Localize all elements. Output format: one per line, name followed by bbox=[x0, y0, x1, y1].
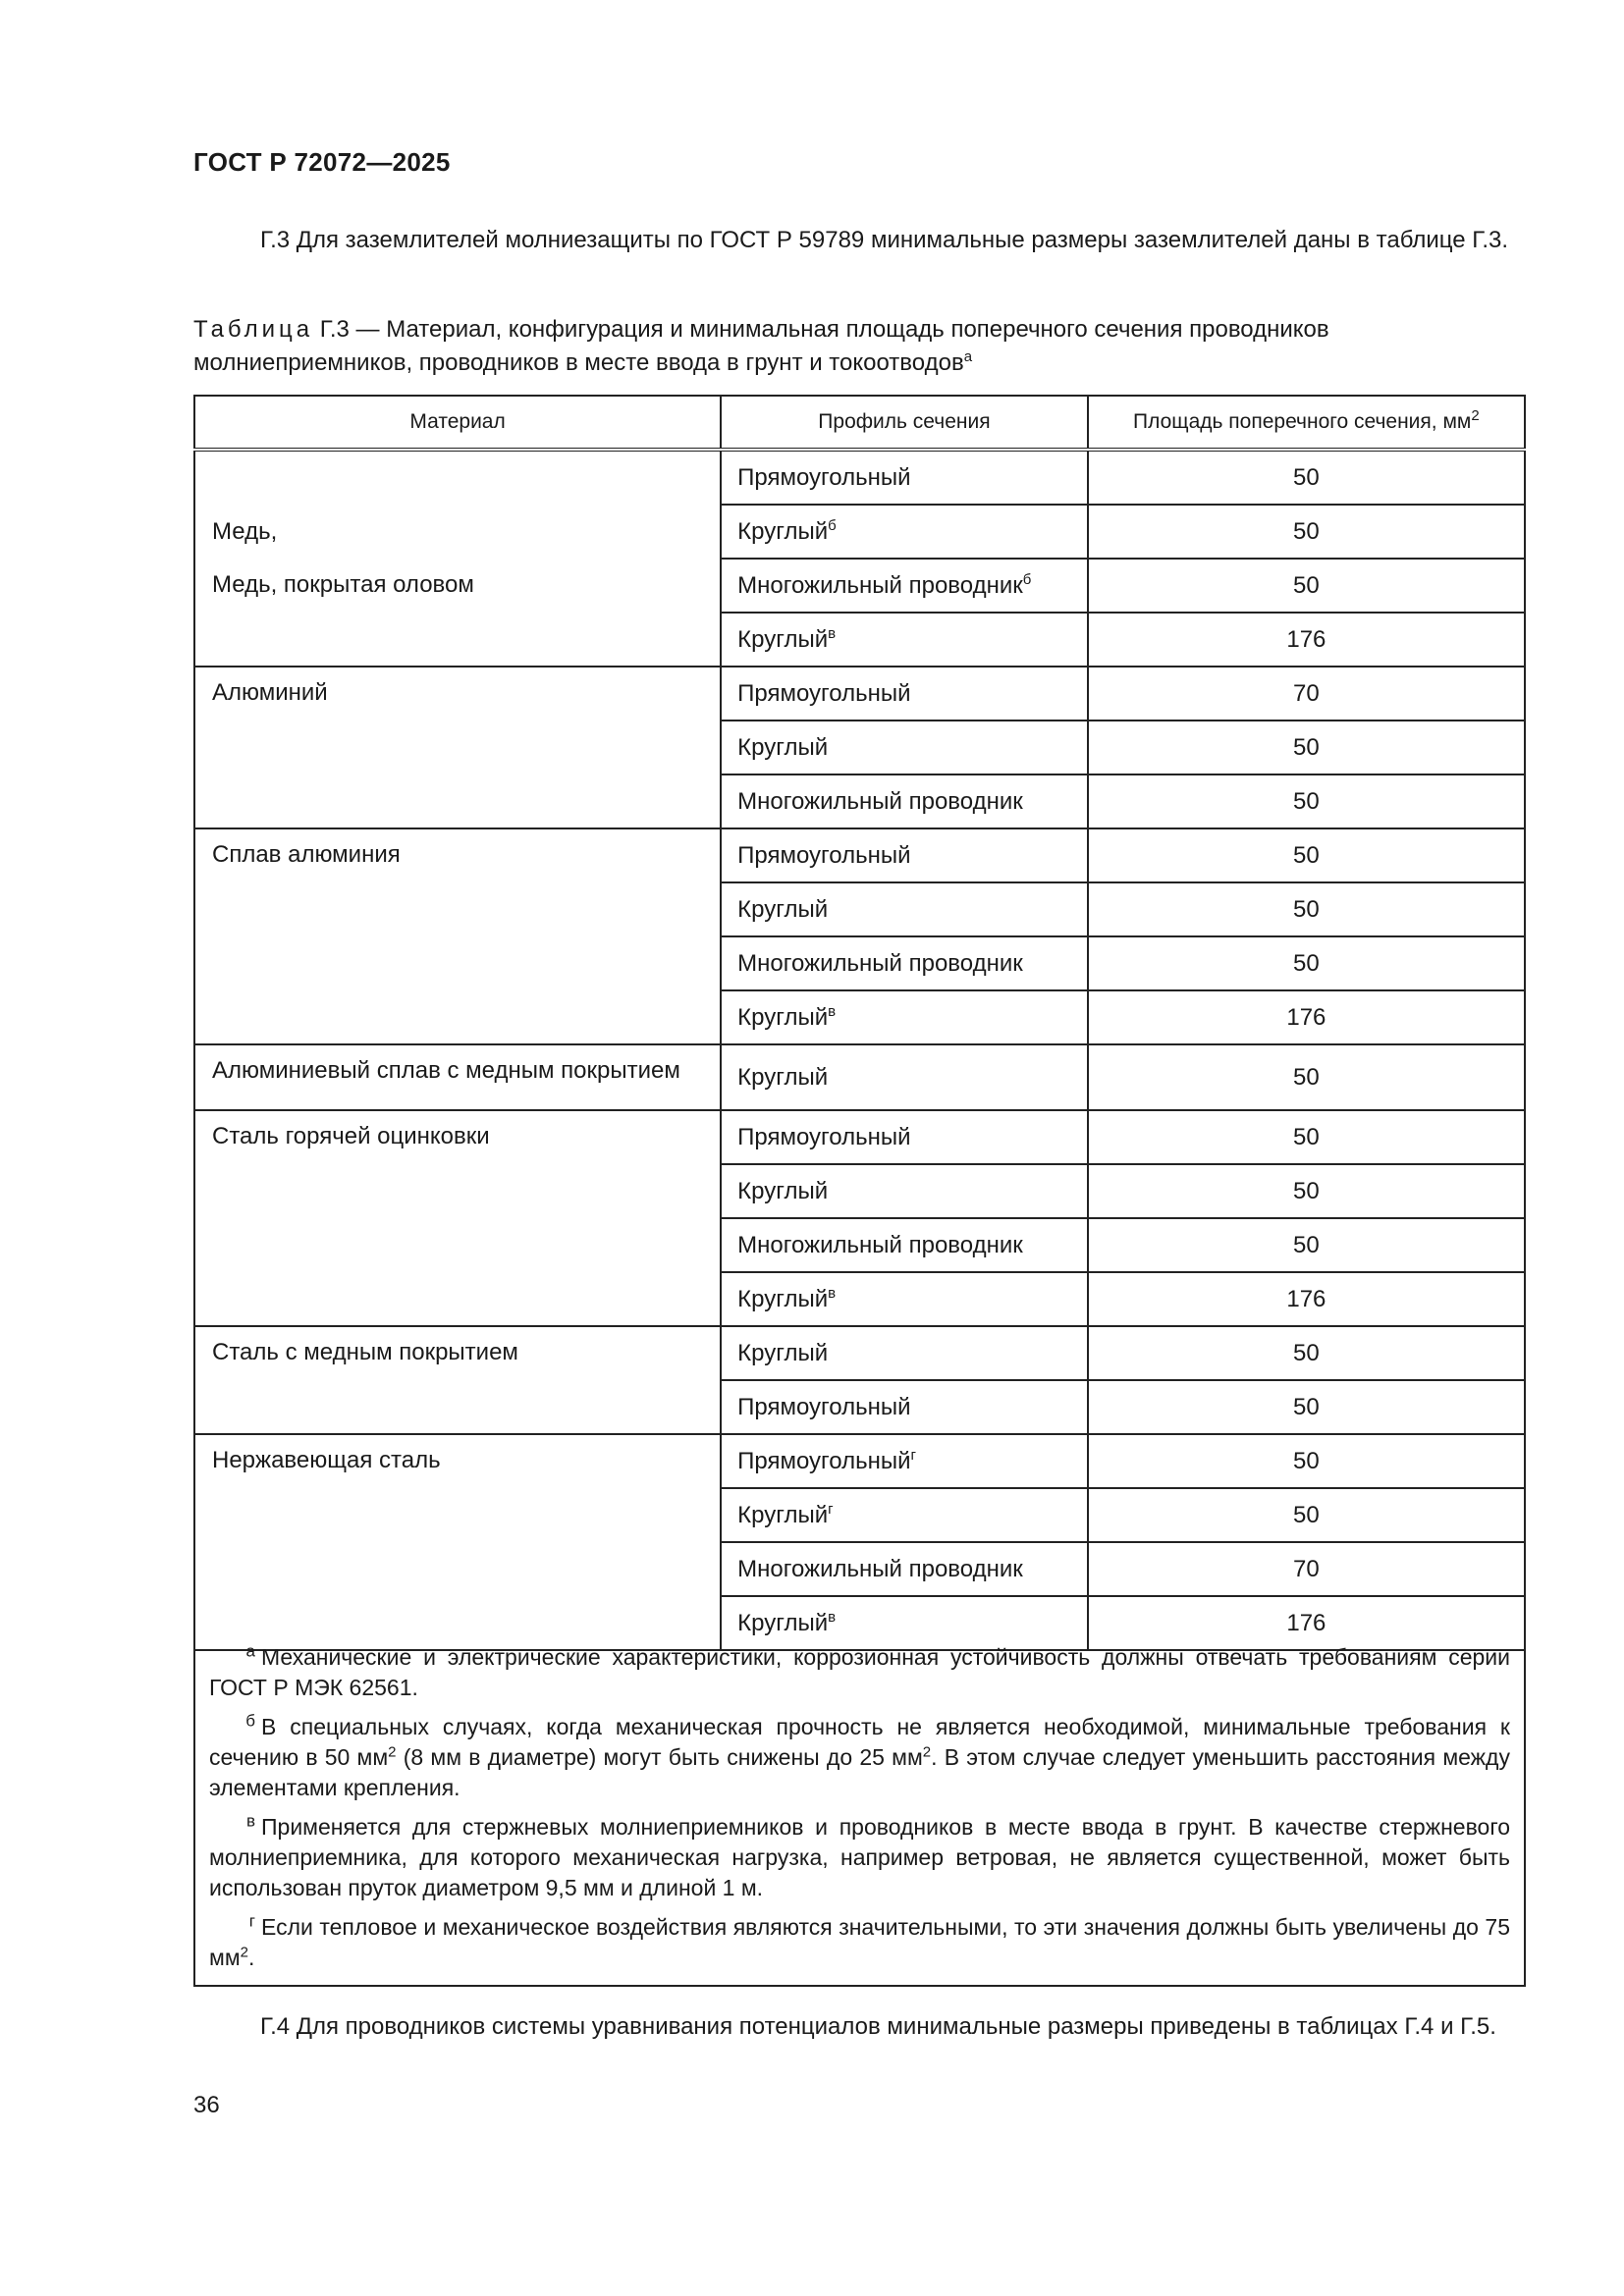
table-row bbox=[194, 1434, 1525, 1488]
material-cell bbox=[194, 667, 721, 828]
area-cell: 50 bbox=[1088, 721, 1525, 774]
area-cell: 50 bbox=[1088, 1488, 1525, 1542]
profile-cell bbox=[721, 1164, 1088, 1218]
paragraph-g4 bbox=[193, 2010, 1523, 2044]
material-name: Медь, покрытая оловом bbox=[212, 571, 474, 598]
material-name: Медь, bbox=[212, 518, 278, 545]
footnote-marker bbox=[209, 1712, 261, 1742]
footnote-text: . bbox=[247, 1945, 255, 1970]
table-row bbox=[194, 667, 1525, 721]
profile-name: Многожильный проводник bbox=[737, 571, 1023, 599]
table-caption-text: Г.3 — Материал, конфигурация и минимальная площадь поперечного сечения проводников молниеприемников, проводников в месте ввода в грунт и токоотводов bbox=[193, 316, 1329, 376]
footnote bbox=[209, 1642, 1510, 1703]
profile-name: Круглый bbox=[737, 517, 829, 545]
table-row bbox=[194, 1044, 1525, 1110]
area-cell: 50 bbox=[1088, 1218, 1525, 1272]
profile-name: Многожильный проводник bbox=[737, 787, 1023, 815]
profile-cell bbox=[721, 1044, 1088, 1110]
profile-cell bbox=[721, 1272, 1088, 1326]
paragraph-g3 bbox=[193, 224, 1523, 257]
profile-cell bbox=[721, 1488, 1088, 1542]
footnote-text: Механические и электрические характеристики, коррозионная устойчивость должны отвечать требованиям серии ГОСТ Р МЭК 62561. bbox=[209, 1644, 1510, 1700]
material-name: Алюминиевый сплав с медным покрытием bbox=[212, 1057, 680, 1084]
profile-cell bbox=[721, 990, 1088, 1044]
area-cell: 70 bbox=[1088, 667, 1525, 721]
profile-name: Круглый bbox=[737, 1501, 829, 1528]
footnote-superscript: 2 bbox=[922, 1743, 932, 1761]
footnote-ref: г bbox=[910, 1446, 917, 1464]
footnote bbox=[209, 1712, 1510, 1803]
area-cell: 50 bbox=[1088, 882, 1525, 936]
profile-name: Круглый bbox=[737, 1003, 829, 1031]
area-cell: 50 bbox=[1088, 1164, 1525, 1218]
footnote-ref: в bbox=[828, 1608, 837, 1626]
area-cell: 50 bbox=[1088, 936, 1525, 990]
footnote-marker bbox=[209, 1812, 261, 1842]
footnote-ref: в bbox=[828, 1284, 837, 1302]
profile-name: Круглый bbox=[737, 1063, 829, 1091]
table-caption-sup: а bbox=[963, 348, 973, 365]
footnote-text: В специальных случаях, когда механическая прочность не является необходимой, минимальные требования к сечению в 50 мм bbox=[209, 1714, 1510, 1770]
area-cell: 50 bbox=[1088, 774, 1525, 828]
material-name: Алюминий bbox=[212, 679, 328, 706]
area-cell: 50 bbox=[1088, 1044, 1525, 1110]
page-number: 36 bbox=[193, 2092, 220, 2118]
area-cell: 176 bbox=[1088, 990, 1525, 1044]
material-cell bbox=[194, 1326, 721, 1434]
header-profile: Профиль сечения bbox=[721, 396, 1088, 450]
material-cell bbox=[194, 828, 721, 1044]
profile-cell bbox=[721, 1380, 1088, 1434]
material-cell bbox=[194, 1434, 721, 1650]
paragraph-g3-text: Г.3 Для заземлителей молниезащиты по ГОСТ Р 59789 минимальные размеры заземлителей даны в таблице Г.3. bbox=[260, 227, 1509, 253]
area-cell: 50 bbox=[1088, 1326, 1525, 1380]
footnote-ref: б bbox=[1022, 570, 1032, 588]
area-cell: 50 bbox=[1088, 450, 1525, 505]
profile-cell bbox=[721, 882, 1088, 936]
profile-name: Многожильный проводник bbox=[737, 949, 1023, 977]
header-material: Материал bbox=[194, 396, 721, 450]
footnote-marker bbox=[209, 1912, 261, 1943]
profile-cell bbox=[721, 936, 1088, 990]
area-cell: 50 bbox=[1088, 1380, 1525, 1434]
profile-name: Многожильный проводник bbox=[737, 1555, 1023, 1582]
profile-name: Круглый bbox=[737, 733, 829, 761]
material-cell bbox=[194, 1110, 721, 1326]
header-area-sup: 2 bbox=[1471, 407, 1480, 424]
table-row bbox=[194, 450, 1525, 505]
area-cell: 176 bbox=[1088, 1596, 1525, 1650]
table-body bbox=[194, 450, 1525, 1650]
table-row bbox=[194, 1326, 1525, 1380]
area-cell: 50 bbox=[1088, 559, 1525, 613]
footnote-text: (8 мм в диаметре) могут быть снижены до 25 мм bbox=[396, 1744, 923, 1770]
table-footnotes bbox=[193, 1628, 1526, 1987]
material-cell bbox=[194, 1044, 721, 1110]
footnote-mark: в bbox=[245, 1811, 255, 1831]
table-row bbox=[194, 828, 1525, 882]
profile-name: Прямоугольный bbox=[737, 841, 911, 869]
table-row bbox=[194, 1110, 1525, 1164]
profile-name: Круглый bbox=[737, 1285, 829, 1312]
profile-name: Многожильный проводник bbox=[737, 1231, 1023, 1258]
profile-name: Прямоугольный bbox=[737, 463, 911, 491]
profile-name: Прямоугольный bbox=[737, 1123, 911, 1150]
footnote-text: Если тепловое и механическое воздействия являются значительными, то эти значения должны быть увеличены до 75 мм bbox=[209, 1914, 1510, 1970]
profile-cell bbox=[721, 1326, 1088, 1380]
footnote-ref: г bbox=[828, 1500, 834, 1518]
footnote-superscript: 2 bbox=[388, 1743, 397, 1761]
profile-cell bbox=[721, 1542, 1088, 1596]
header-area-text: Площадь поперечного сечения, мм bbox=[1133, 410, 1472, 433]
profile-cell bbox=[721, 505, 1088, 559]
area-cell: 50 bbox=[1088, 505, 1525, 559]
profile-cell bbox=[721, 450, 1088, 505]
footnote-marker bbox=[209, 1642, 261, 1673]
area-cell: 50 bbox=[1088, 828, 1525, 882]
table-caption bbox=[193, 313, 1523, 380]
profile-name: Круглый bbox=[737, 895, 829, 923]
profile-cell bbox=[721, 1218, 1088, 1272]
footnote-ref: в bbox=[828, 624, 837, 642]
profile-name: Круглый bbox=[737, 1609, 829, 1636]
area-cell: 176 bbox=[1088, 1272, 1525, 1326]
profile-name: Круглый bbox=[737, 625, 829, 653]
area-cell: 50 bbox=[1088, 1434, 1525, 1488]
footnote-text: Применяется для стержневых молниеприемников и проводников в месте ввода в грунт. В качестве стержневого молниеприемника, для которого механическая нагрузка, например ветровая, не является существенной, может быть использован пруток диаметром 9,5 мм и длиной 1 м. bbox=[209, 1814, 1510, 1900]
material-name: Сталь с медным покрытием bbox=[212, 1339, 518, 1365]
footnote-text: . В этом случае следует уменьшить расстояния между элементами крепления. bbox=[209, 1744, 1510, 1800]
footnote-mark: а bbox=[245, 1641, 255, 1661]
material-cell bbox=[194, 450, 721, 667]
material-name: Нержавеющая сталь bbox=[212, 1447, 441, 1473]
footnote-ref: б bbox=[828, 516, 837, 534]
profile-cell bbox=[721, 613, 1088, 667]
profile-name: Круглый bbox=[737, 1339, 829, 1366]
profile-cell bbox=[721, 828, 1088, 882]
table-caption-label: Таблица bbox=[193, 316, 314, 343]
document-code: ГОСТ Р 72072—2025 bbox=[193, 147, 451, 177]
profile-name: Прямоугольный bbox=[737, 1393, 911, 1420]
area-cell: 176 bbox=[1088, 613, 1525, 667]
profile-cell bbox=[721, 774, 1088, 828]
footnote-superscript: 2 bbox=[240, 1944, 248, 1961]
materials-table bbox=[193, 395, 1526, 1651]
profile-name: Прямоугольный bbox=[737, 1447, 911, 1474]
footnote-ref: в bbox=[828, 1002, 837, 1020]
footnote bbox=[209, 1912, 1510, 1973]
profile-name: Прямоугольный bbox=[737, 679, 911, 707]
profile-cell bbox=[721, 1434, 1088, 1488]
profile-cell bbox=[721, 721, 1088, 774]
profile-cell bbox=[721, 559, 1088, 613]
profile-cell bbox=[721, 667, 1088, 721]
footnote bbox=[209, 1812, 1510, 1903]
area-cell: 70 bbox=[1088, 1542, 1525, 1596]
footnote-mark: г bbox=[248, 1911, 255, 1931]
paragraph-g4-text: Г.4 Для проводников системы уравнивания потенциалов минимальные размеры приведены в таблицах Г.4 и Г.5. bbox=[260, 2013, 1496, 2040]
table-header-row bbox=[194, 396, 1525, 450]
material-name: Сталь горячей оцинковки bbox=[212, 1123, 490, 1149]
header-area bbox=[1088, 396, 1525, 450]
material-name: Сплав алюминия bbox=[212, 841, 401, 868]
footnote-mark: б bbox=[245, 1711, 255, 1731]
profile-cell bbox=[721, 1110, 1088, 1164]
area-cell: 50 bbox=[1088, 1110, 1525, 1164]
profile-name: Круглый bbox=[737, 1177, 829, 1204]
